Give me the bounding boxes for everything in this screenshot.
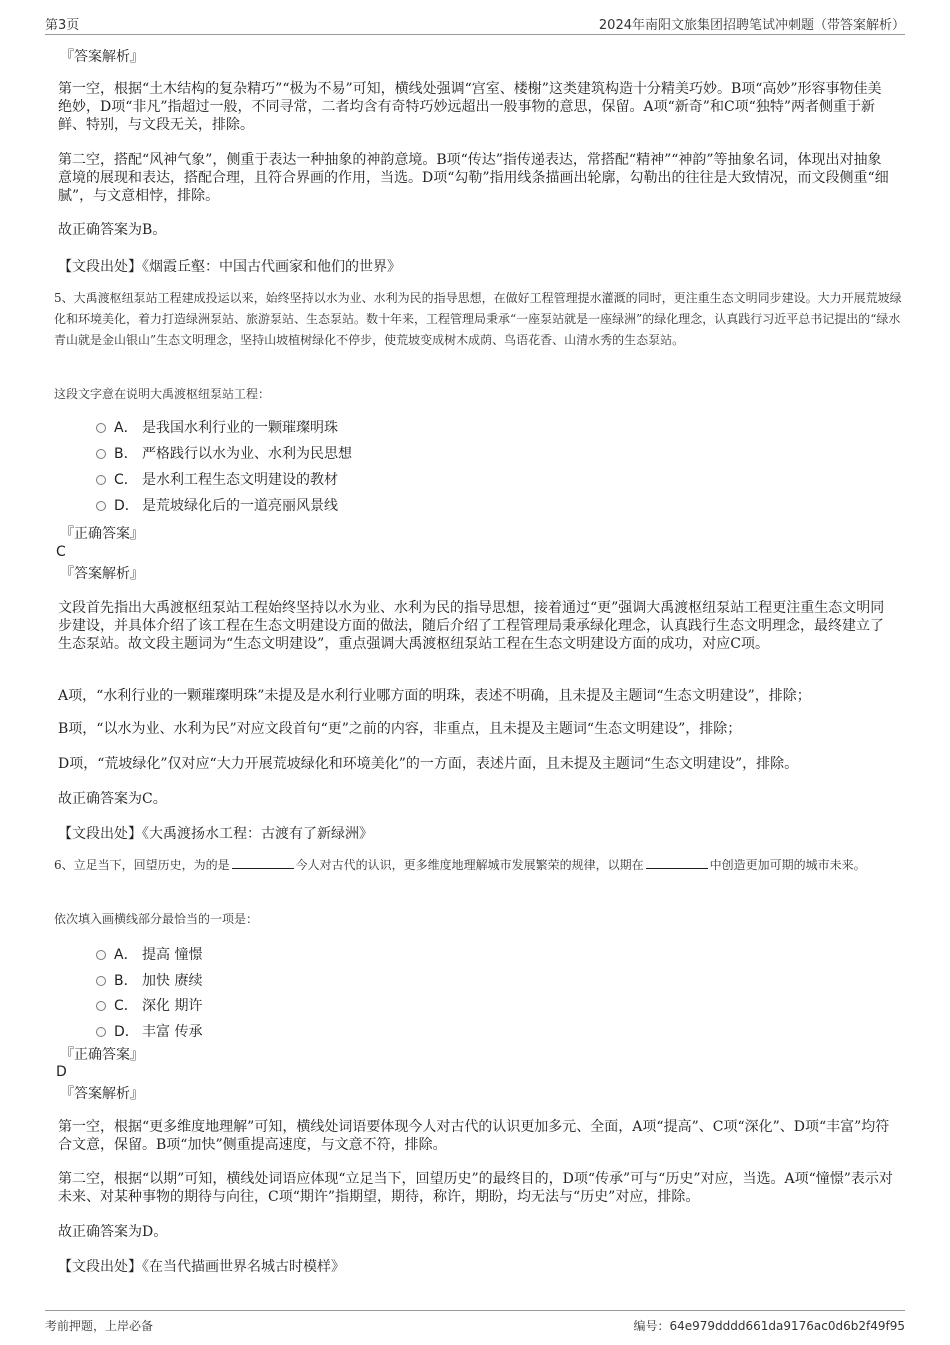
page-number: 第3页 [45, 18, 80, 33]
page-header [45, 10, 905, 35]
option-d[interactable]: D． 是荒坡绿化后的一道亮丽风景线 [96, 496, 338, 516]
radio-icon[interactable] [96, 1027, 106, 1037]
footer-slogan: 考前押题，上岸必备 [45, 1319, 154, 1333]
analysis-conclusion: 故正确答案为C。 [58, 791, 167, 807]
blank-line [232, 856, 294, 869]
source-citation: 【文段出处】《烟霞丘壑：中国古代画家和他们的世界》 [58, 259, 401, 275]
blank-line [646, 856, 708, 869]
option-a[interactable]: A． 提高 憧憬 [96, 945, 202, 965]
correct-answer: C [56, 544, 66, 560]
correct-answer-label: 『正确答案』 [60, 526, 144, 542]
page-footer [45, 1310, 905, 1335]
radio-icon[interactable] [96, 1001, 106, 1011]
question-prompt: 这段文字意在说明大禹渡枢纽泵站工程： [54, 387, 271, 401]
option-b[interactable]: B． 加快 赓续 [96, 971, 202, 991]
analysis-label: 『答案解析』 [60, 49, 144, 65]
analysis-paragraph: B项，“以水为业、水利为民”对应文段首句“更”之前的内容，非重点，且未提及主题词“生态文明建设”，排除； [58, 721, 742, 737]
radio-icon[interactable] [96, 950, 106, 960]
option-c[interactable]: C． 深化 期许 [96, 996, 202, 1016]
analysis-label: 『答案解析』 [60, 566, 144, 582]
analysis-paragraph: 文段首先指出大禹渡枢纽泵站工程始终坚持以水为业、水利为民的指导思想，接着通过“更”强调大禹渡枢纽泵站工程更注重生态文明同步建设，并具体介绍了该工程在生态文明建设方面的做法，随后介绍了工程管理局秉承绿化理念，认真践行生态文明理念，最终建立了生态泵站。故文段主题词为“生态文明建设”，重点强调大禹渡枢纽泵站工程在生态文明建设方面的成功，对应C项。 [58, 600, 885, 652]
correct-answer: D [56, 1064, 67, 1080]
analysis-conclusion: 故正确答案为B。 [58, 222, 167, 238]
option-a[interactable]: A． 是我国水利行业的一颗璀璨明珠 [96, 418, 338, 438]
analysis-conclusion: 故正确答案为D。 [58, 1224, 168, 1240]
option-d[interactable]: D． 丰富 传承 [96, 1022, 202, 1042]
radio-icon[interactable] [96, 423, 106, 433]
analysis-paragraph: 第一空，根据“土木结构的复杂精巧”“极为不易”可知，横线处强调“宫室、楼榭”这类建筑构造十分精美巧妙。B项“高妙”形容事物佳美绝妙，D项“非凡”指超过一般，不同寻常，二者均含有奇特巧妙远超出一般事物的意思，保留。A项“新奇”和C项“独特”两者侧重于新鲜、特别，与文段无关，排除。 [58, 81, 882, 133]
question-stem: 6、立足当下，回望历史，为的是 今人对古代的认识，更多维度地理解城市发展繁荣的规律，以期在 中创造更加可期的城市未来。 [54, 858, 866, 872]
radio-icon[interactable] [96, 501, 106, 511]
radio-icon[interactable] [96, 475, 106, 485]
option-c[interactable]: C． 是水利工程生态文明建设的教材 [96, 470, 338, 490]
analysis-paragraph: 第二空，根据“以期”可知，横线处词语应体现“立足当下，回望历史”的最终目的，D项“传承”可与“历史”对应，当选。A项“憧憬”表示对未来、对某种事物的期待与向往，C项“期许”指期望，期待，称许，期盼，均无法与“历史”对应，排除。 [58, 1171, 893, 1205]
option-b[interactable]: B． 严格践行以水为业、水利为民思想 [96, 444, 352, 464]
radio-icon[interactable] [96, 976, 106, 986]
source-citation: 【文段出处】《大禹渡扬水工程：古渡有了新绿洲》 [58, 826, 373, 842]
document-id: 编号：64e979dddd661da9176ac0d6b2f49f95 [633, 1319, 905, 1333]
question-prompt: 依次填入画横线部分最恰当的一项是： [54, 912, 259, 926]
analysis-paragraph: A项，“水利行业的一颗璀璨明珠”未提及是水利行业哪方面的明珠，表述不明确，且未提及主题词“生态文明建设”，排除； [58, 688, 811, 704]
document-title: 2024年南阳文旅集团招聘笔试冲刺题（带答案解析） [598, 18, 905, 33]
analysis-paragraph: 第一空，根据“更多维度地理解”可知，横线处词语要体现今人对古代的认识更加多元、全面，A项“提高”、C项“深化”、D项“丰富”均符合文意，保留。B项“加快”侧重提高速度，与文意不符，排除。 [58, 1119, 890, 1153]
source-citation: 【文段出处】《在当代描画世界名城古时模样》 [58, 1259, 345, 1275]
analysis-label: 『答案解析』 [60, 1086, 144, 1102]
analysis-paragraph: D项，“荒坡绿化”仅对应“大力开展荒坡绿化和环境美化”的一方面，表述片面，且未提及主题词“生态文明建设”，排除。 [58, 756, 799, 772]
correct-answer-label: 『正确答案』 [60, 1047, 144, 1063]
radio-icon[interactable] [96, 449, 106, 459]
question-stem: 5、大禹渡枢纽泵站工程建成投运以来，始终坚持以水为业、水利为民的指导思想，在做好工程管理提水灌溉的同时，更注重生态文明同步建设。大力开展荒坡绿化和环境美化，着力打造绿洲泵站、旅游泵站、生态泵站。数十年来，工程管理局秉承“一座泵站就是一座绿洲”的绿化理念，认真践行习近平总书记提出的“绿水青山就是金山银山”生态文明理念，坚持山坡植树绿化不停步，使荒坡变成树木成荫、鸟语花香、山清水秀的生态泵站。 [54, 291, 902, 347]
analysis-paragraph: 第二空，搭配“风神气象”，侧重于表达一种抽象的神韵意境。B项“传达”指传递表达，常搭配“精神”“神韵”等抽象名词，体现出对抽象意境的展现和表达，搭配合理，且符合界画的作用，当选。D项“勾勒”指用线条描画出轮廓，勾勒出的往往是大致情况，而文段侧重“细腻”，与文意相悖，排除。 [58, 152, 889, 204]
